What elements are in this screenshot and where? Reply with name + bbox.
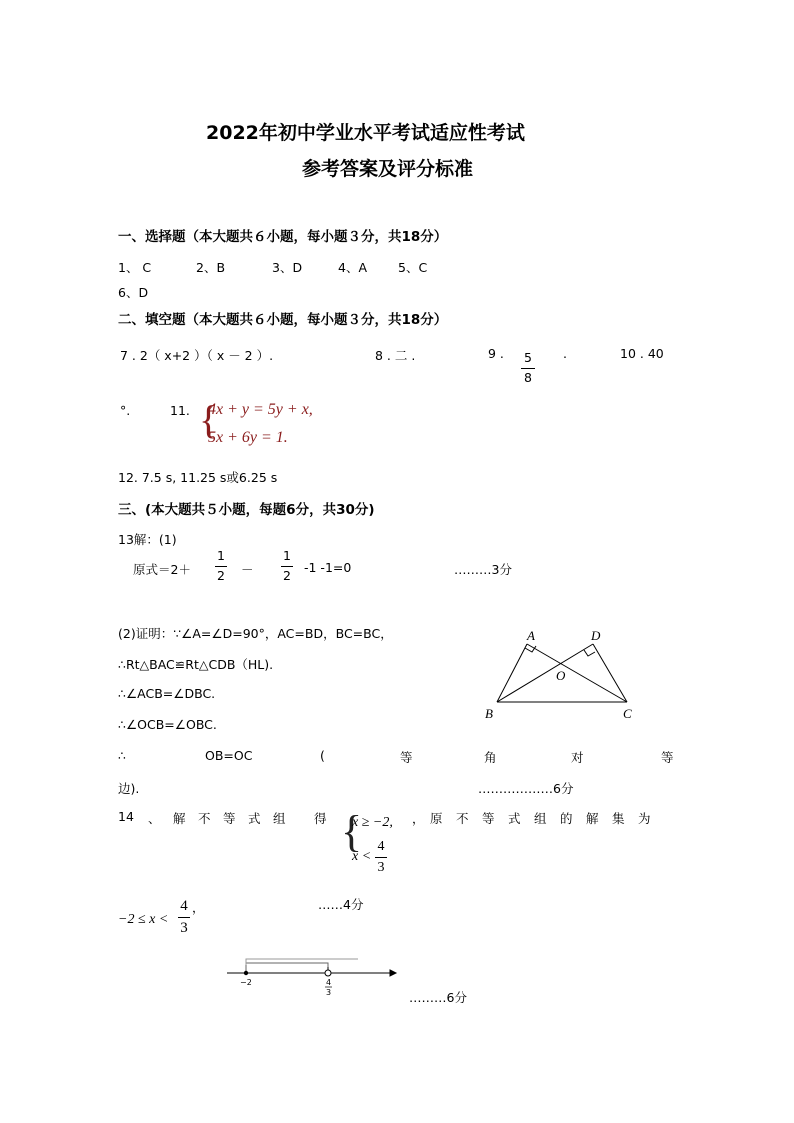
answer-12: 12. 7.5 s, 11.25 s或6.25 s [118,470,278,485]
fraction-numerator: 1 [283,548,291,563]
answer-10-degree: °. [120,403,131,418]
q13-2-line-6: 边). [118,781,140,796]
q14-v7: 解 [586,811,599,826]
answer-2: 2、B [196,260,226,275]
segment-db [497,644,593,702]
open-point-4-3 [325,970,331,976]
answer-3: 3、D [272,260,303,275]
q14-system-line-2: x < [352,849,372,864]
segment-cd [593,644,627,702]
brace: { [341,807,363,856]
answer-8: 8 . 二 . [375,348,416,363]
q13-2-score: ………………6分 [478,781,574,796]
q14-w1: 、 [148,811,161,826]
tick-label-den: 3 [326,988,332,997]
q14-w5: 式 [248,811,261,826]
label-d: D [591,628,601,643]
fraction-numerator: 4 [180,898,188,914]
fraction-numerator: 5 [524,350,532,365]
q13-fraction-1 [215,550,227,582]
fraction-bar [215,566,227,567]
fraction-numerator: 1 [217,548,225,563]
q14-v9: 为 [638,811,651,826]
answer-10: 10 . 40 [620,346,664,361]
q13-minus: － [241,562,254,577]
answer-9-dot: . [563,346,567,361]
right-angle-mark-a [525,646,536,652]
fraction-denominator: 8 [524,369,532,385]
bracket-x-ge-minus2 [246,959,358,965]
fraction-numerator: 4 [377,839,385,854]
fraction-bar [281,566,293,567]
q13-fraction-2 [281,550,293,582]
q14-w3: 不 [198,811,211,826]
q14-w7: 得 [314,811,327,826]
q13-2-line-5-paren: ( [320,748,325,763]
fraction-bar [521,368,535,369]
section-3-heading: 三、(本大题共５小题，每题6分，共30分) [118,502,375,518]
page-subtitle: 参考答案及评分标准 [302,158,474,180]
q14-w2: 解 [173,811,186,826]
q13-2-line-5-w3: 对 [571,750,584,765]
fraction-denominator: 2 [217,567,225,583]
section-2-heading: 二、填空题（本大题共６小题，每小题３分，共18分） [118,312,448,328]
right-angle-mark-d [584,650,595,656]
q13-2-line-1: (2)证明：∵∠A=∠D=90°，AC=BD，BC=BC， [118,626,393,641]
q14-v1: 原 [430,811,443,826]
solution-bracket [246,963,328,973]
fraction-denominator: 3 [180,920,188,936]
answer-11-eq1: 4x + y = 5y + x, [208,401,313,418]
number-line [222,955,402,1001]
q14-v5: 组 [534,811,547,826]
answer-5: 5、C [398,260,428,275]
answer-1: 1、 C [118,260,152,275]
answer-9-fraction [521,352,535,384]
q14-w0: 14 [118,809,134,824]
q14-v6: 的 [560,811,573,826]
q13-2-line-5-ob-oc: OB=OC [205,748,253,763]
q13-label: 13解：(1) [118,532,177,547]
q14-w6: 组 [273,811,286,826]
q13-2-line-5-w2: 角 [484,750,497,765]
q13-2-line-4: ∴∠OCB=∠OBC. [118,717,217,732]
q14-result-comma: ， [192,900,205,915]
q14-result-fraction [178,899,190,936]
q14-v0: ， [412,811,425,826]
label-b: B [485,706,493,721]
q14-w4: 等 [223,811,236,826]
q13-2-line-2: ∴Rt△BAC≌Rt△CDB（HL). [118,657,274,672]
tick-label-num: 4 [326,978,332,987]
q14-v2: 不 [456,811,469,826]
q13-expr-start: 原式＝2＋ [133,562,191,577]
q14-v8: 集 [612,811,625,826]
q13-2-line-5-w1: 等 [400,750,413,765]
q13-2-line-5-w4: 等 [661,750,674,765]
section-1-heading: 一、选择题（本大题共６小题，每小题３分，共18分） [118,229,448,245]
fraction-bar [375,857,387,858]
q14-system-fraction [375,840,387,875]
label-a: A [527,628,535,643]
fraction-denominator: 2 [283,567,291,583]
answer-7: 7 . 2（ x+2 ）（ x － 2 ）. [120,348,274,363]
answer-9-label: 9 . [488,346,504,361]
segment-ac [527,644,627,702]
brace: { [199,397,219,442]
label-c: C [623,706,632,721]
q14-system-line-1: x ≥ −2, [352,815,393,830]
closed-point-minus2 [244,971,248,975]
q13-score: ………3分 [454,562,512,577]
tick-label-minus2: −2 [240,978,252,987]
label-o: O [556,668,566,683]
axis-arrow [390,970,396,976]
q14-score-1: ……4分 [318,897,364,912]
triangle-figure [480,626,640,726]
q14-score-2: ………6分 [409,990,467,1005]
q14-v4: 式 [508,811,521,826]
q14-result: −2 ≤ x < [118,912,169,927]
q13-2-line-3: ∴∠ACB=∠DBC. [118,686,216,701]
answer-6: 6、D [118,285,149,300]
q13-expr-end: -1 -1=0 [304,560,352,575]
fraction-denominator: 3 [377,860,385,875]
fraction-bar [178,917,190,918]
answer-11-label: 11. [170,403,190,418]
answer-4: 4、A [338,260,368,275]
q13-2-line-5-therefore: ∴ [118,748,126,763]
page-title: 2022年初中学业水平考试适应性考试 [206,122,525,144]
q14-v3: 等 [482,811,495,826]
answer-11-eq2: 5x + 6y = 1. [208,429,288,446]
